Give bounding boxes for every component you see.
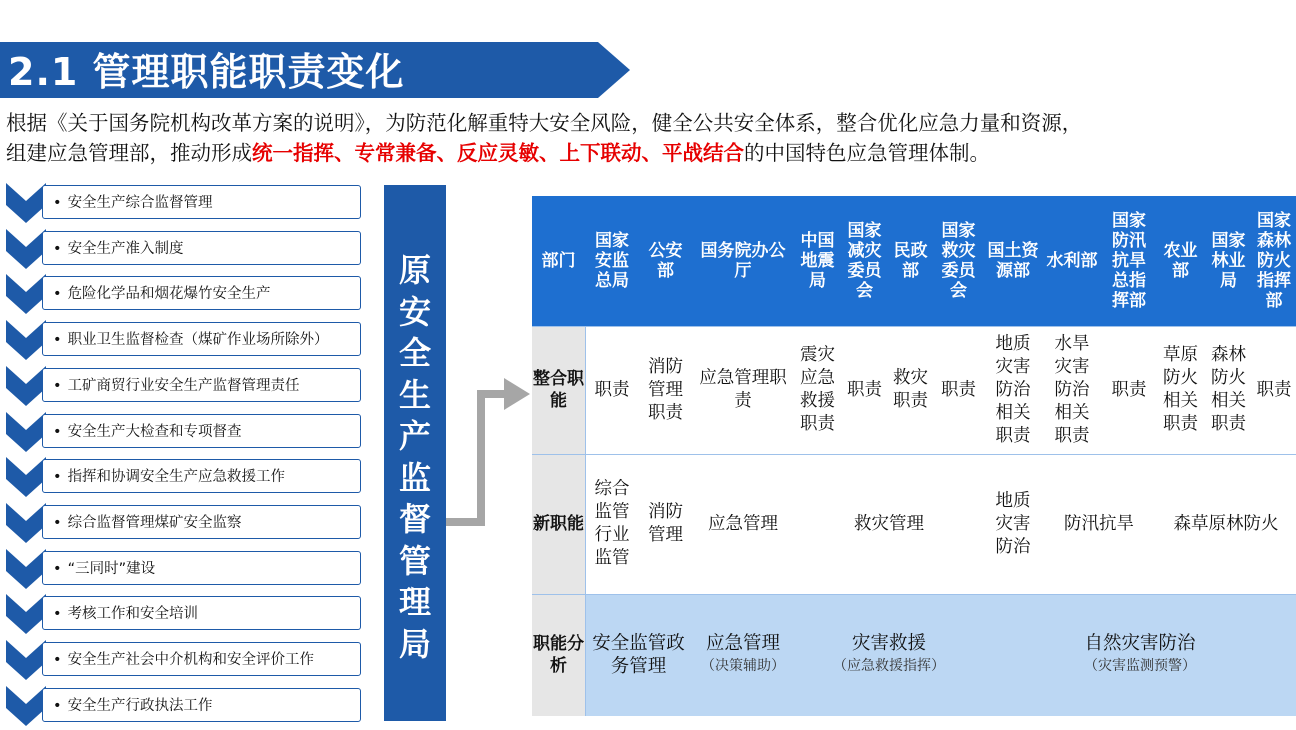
duty-label: 职业卫生监督检查（煤矿作业场所除外） bbox=[67, 332, 329, 349]
department-header bbox=[933, 196, 984, 326]
new-label bbox=[532, 454, 585, 594]
org-name-char: 局 bbox=[398, 624, 431, 663]
intro-line-2: 组建应急管理部，推动形成统一指挥、专常兼备、反应灵敏、上下联动、平战结合的中国特色应急管理体制。 bbox=[6, 141, 990, 165]
integrated-label bbox=[532, 326, 585, 454]
integrated-cell bbox=[692, 326, 794, 454]
new-function-cell-text: 综合监管行业监管 bbox=[594, 479, 630, 568]
analysis-main: 灾害救援 bbox=[851, 633, 926, 654]
grid-line bbox=[532, 454, 1296, 455]
department-header bbox=[841, 196, 888, 326]
department-header-text: 国家森林防火指挥部 bbox=[1257, 211, 1291, 311]
analysis-cell bbox=[585, 594, 692, 716]
duty-list-item bbox=[0, 594, 370, 634]
header-label-text: 部门 bbox=[541, 251, 576, 271]
connector-arrow-icon bbox=[446, 370, 536, 530]
bullet-icon: • bbox=[53, 606, 62, 623]
duty-list-item bbox=[0, 457, 370, 497]
duty-label: 安全生产行政执法工作 bbox=[67, 697, 213, 714]
analysis-label-text: 职能分析 bbox=[533, 634, 584, 676]
integrated-cell bbox=[639, 326, 692, 454]
new-function-cell bbox=[984, 454, 1042, 594]
department-header-text: 水利部 bbox=[1046, 251, 1098, 271]
analysis-main: 自然灾害防治 bbox=[1084, 633, 1196, 654]
department-header bbox=[888, 196, 933, 326]
new-function-cell bbox=[1042, 454, 1156, 594]
intro-highlight: 统一指挥、专常兼备、反应灵敏、上下联动、平战结合 bbox=[252, 141, 744, 165]
new-function-cell-text: 应急管理 bbox=[708, 513, 778, 534]
integrated-cell bbox=[984, 326, 1042, 454]
analysis-cell bbox=[984, 594, 1296, 716]
analysis-sub: （决策辅助） bbox=[701, 658, 785, 674]
intro-paragraph bbox=[6, 108, 1296, 168]
duty-box bbox=[42, 551, 361, 585]
department-header-text: 国家救灾委员会 bbox=[941, 221, 976, 301]
org-name-char: 管 bbox=[398, 541, 431, 580]
intro-line-1: 根据《关于国务院机构改革方案的说明》，为防范化解重特大安全风险，健全公共安全体系，整合优化应急力量和资源， bbox=[6, 111, 1083, 135]
header-label bbox=[532, 196, 585, 326]
department-header bbox=[692, 196, 794, 326]
department-header-text: 国土资源部 bbox=[987, 241, 1039, 281]
duty-list-item bbox=[0, 686, 370, 726]
org-name-char: 生 bbox=[398, 375, 431, 414]
integrated-cell bbox=[1102, 326, 1156, 454]
department-header-text: 公安部 bbox=[648, 241, 683, 281]
integrated-cell-text: 职责 bbox=[1256, 379, 1292, 400]
bullet-icon: • bbox=[53, 697, 62, 714]
department-header-text: 中国地震局 bbox=[800, 231, 835, 291]
new-function-cell bbox=[794, 454, 984, 594]
new-function-cell bbox=[692, 454, 794, 594]
integrated-cell bbox=[1156, 326, 1205, 454]
bullet-icon: • bbox=[53, 377, 62, 394]
duty-list-item bbox=[0, 320, 370, 360]
duty-box bbox=[42, 368, 361, 402]
analysis-main: 应急管理 bbox=[705, 633, 780, 654]
department-header-text: 国家防汛抗旱总指挥部 bbox=[1112, 211, 1146, 311]
integrated-cell-text: 职责 bbox=[847, 379, 882, 400]
grid-line bbox=[532, 326, 1296, 327]
duty-box bbox=[42, 276, 361, 310]
department-header bbox=[1156, 196, 1205, 326]
integrated-label-text: 整合职能 bbox=[533, 369, 584, 411]
org-name-char: 理 bbox=[398, 583, 431, 621]
department-header bbox=[1205, 196, 1252, 326]
duty-list-item bbox=[0, 274, 370, 314]
duty-label: 工矿商贸行业安全生产监督管理责任 bbox=[67, 377, 300, 394]
analysis-sub: （应急救援指挥） bbox=[833, 658, 945, 674]
integrated-cell bbox=[585, 326, 639, 454]
org-name-char: 安 bbox=[398, 292, 431, 331]
duty-list-item bbox=[0, 366, 370, 406]
org-name-char: 全 bbox=[398, 334, 431, 372]
org-name-char: 监 bbox=[398, 458, 431, 497]
duty-label: 安全生产准入制度 bbox=[67, 240, 184, 257]
department-header-text: 农业部 bbox=[1163, 241, 1198, 281]
duty-label: 危险化学品和烟花爆竹安全生产 bbox=[67, 286, 271, 303]
new-function-cell-text: 森草原林防火 bbox=[1173, 513, 1279, 534]
new-function-cell-text: 地质灾害防治 bbox=[995, 490, 1031, 557]
bullet-icon: • bbox=[53, 514, 62, 531]
bullet-icon: • bbox=[53, 332, 62, 349]
duty-box bbox=[42, 596, 361, 630]
department-header-text: 国务院办公厅 bbox=[700, 241, 786, 281]
new-function-cell bbox=[1156, 454, 1296, 594]
duty-box bbox=[42, 185, 361, 219]
duty-box bbox=[42, 322, 361, 356]
page-title: 2.1 管理职能职责变化 bbox=[8, 50, 405, 94]
integrated-cell-text: 救灾职责 bbox=[893, 368, 928, 411]
department-header bbox=[585, 196, 639, 326]
integrated-cell-text: 水旱灾害防治相关职责 bbox=[1054, 333, 1090, 446]
analysis-label bbox=[532, 594, 585, 716]
integrated-cell-text: 消防管理职责 bbox=[648, 356, 683, 423]
analysis-cell bbox=[794, 594, 984, 716]
analysis-main: 安全监管政务管理 bbox=[592, 633, 685, 677]
duty-box bbox=[42, 505, 361, 539]
integrated-cell bbox=[841, 326, 888, 454]
bullet-icon: • bbox=[53, 240, 62, 257]
department-header-text: 国家林业局 bbox=[1211, 231, 1246, 291]
duty-list-item bbox=[0, 183, 370, 223]
department-header bbox=[639, 196, 692, 326]
integrated-cell-text: 震灾应急救援职责 bbox=[800, 345, 835, 434]
integrated-cell bbox=[1042, 326, 1102, 454]
analysis-cell bbox=[692, 594, 794, 716]
integrated-cell bbox=[794, 326, 841, 454]
new-label-text: 新职能 bbox=[533, 514, 584, 534]
org-name bbox=[384, 250, 446, 665]
integrated-cell-text: 草原防火相关职责 bbox=[1163, 345, 1198, 434]
duty-label: 综合监督管理煤矿安全监察 bbox=[67, 514, 242, 531]
duty-list-item bbox=[0, 640, 370, 680]
department-header-text: 国家安监总局 bbox=[595, 231, 629, 291]
integrated-cell-text: 森林防火相关职责 bbox=[1211, 345, 1246, 434]
department-header bbox=[1102, 196, 1156, 326]
new-function-cell-text: 防汛抗旱 bbox=[1064, 513, 1134, 534]
integrated-cell bbox=[1205, 326, 1252, 454]
integrated-cell bbox=[933, 326, 984, 454]
grid-line bbox=[532, 594, 1296, 595]
bullet-icon: • bbox=[53, 469, 62, 486]
duty-label: 安全生产综合监督管理 bbox=[67, 195, 213, 211]
analysis-sub: （灾害监测预警） bbox=[1084, 658, 1196, 674]
department-header-text: 民政部 bbox=[893, 241, 928, 281]
new-function-cell bbox=[639, 454, 692, 594]
department-header-text: 国家减灾委员会 bbox=[847, 221, 882, 301]
bullet-icon: • bbox=[53, 560, 62, 577]
duty-label: 指挥和协调安全生产应急救援工作 bbox=[67, 469, 286, 486]
integrated-cell-text: 职责 bbox=[941, 379, 976, 400]
department-header bbox=[794, 196, 841, 326]
bullet-icon: • bbox=[53, 286, 62, 303]
integrated-cell-text: 应急管理职责 bbox=[699, 368, 787, 411]
new-function-cell-text: 消防管理 bbox=[648, 502, 683, 545]
integrated-cell bbox=[1252, 326, 1296, 454]
duty-list-item bbox=[0, 229, 370, 269]
org-name-char: 原 bbox=[398, 251, 431, 289]
org-name-char: 产 bbox=[398, 417, 431, 455]
org-name-char: 督 bbox=[398, 500, 431, 538]
bullet-icon: • bbox=[53, 652, 62, 668]
duty-label: “三同时”建设 bbox=[67, 560, 156, 577]
duty-list-item bbox=[0, 503, 370, 543]
function-table bbox=[532, 196, 1296, 716]
duty-label: 考核工作和安全培训 bbox=[67, 606, 199, 623]
integrated-cell-text: 职责 bbox=[594, 379, 630, 400]
grid-line bbox=[585, 326, 586, 716]
integrated-cell bbox=[888, 326, 933, 454]
bullet-icon: • bbox=[53, 195, 62, 211]
bullet-icon: • bbox=[53, 423, 62, 440]
integrated-cell-text: 职责 bbox=[1111, 379, 1147, 400]
duty-list-item bbox=[0, 549, 370, 589]
department-header bbox=[1042, 196, 1102, 326]
department-header bbox=[1252, 196, 1296, 326]
duty-label: 安全生产大检查和专项督查 bbox=[67, 423, 242, 440]
duty-label: 安全生产社会中介机构和安全评价工作 bbox=[67, 652, 315, 668]
new-function-cell bbox=[585, 454, 639, 594]
duty-box bbox=[42, 688, 361, 722]
duty-box bbox=[42, 642, 361, 676]
new-function-cell-text: 救灾管理 bbox=[854, 513, 924, 534]
integrated-cell-text: 地质灾害防治相关职责 bbox=[995, 333, 1031, 446]
duty-list-item bbox=[0, 412, 370, 452]
department-header bbox=[984, 196, 1042, 326]
duty-box bbox=[42, 231, 361, 265]
duty-box bbox=[42, 459, 361, 493]
duty-box bbox=[42, 414, 361, 448]
